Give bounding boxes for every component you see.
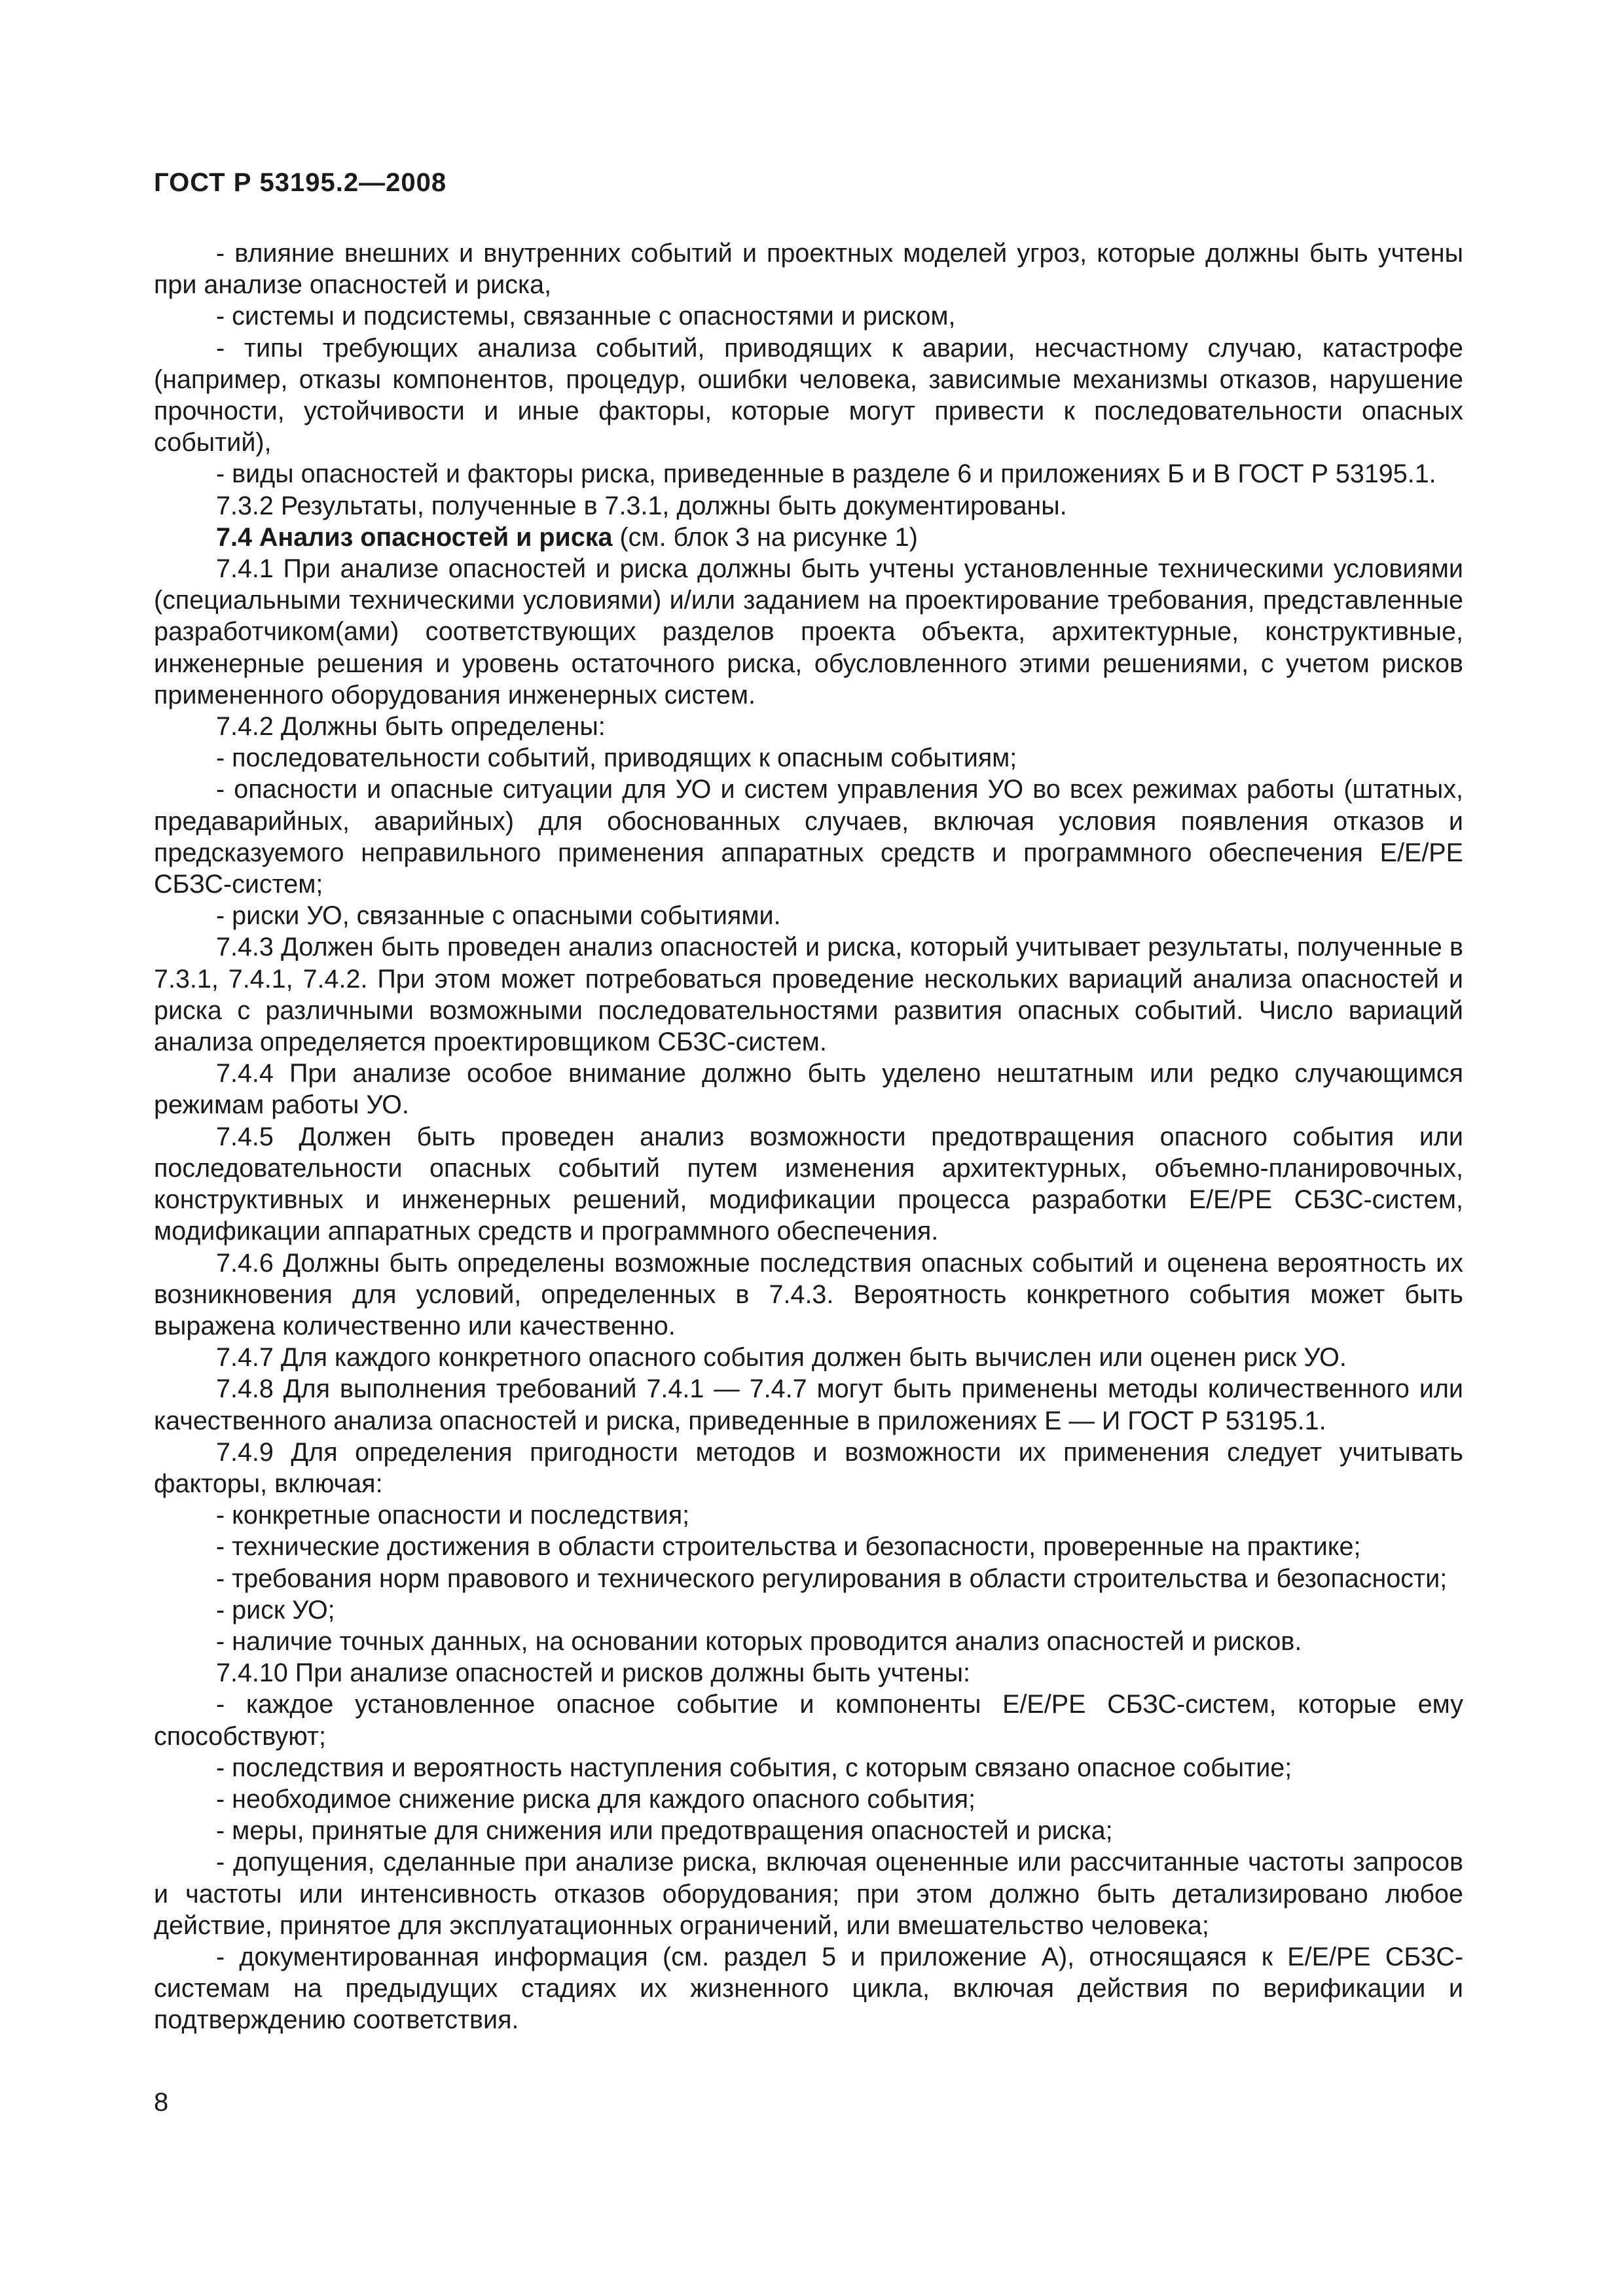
- paragraph-7-4-6: 7.4.6 Должны быть определены возможные последствия опасных событий и оценена вероятность их возникновения для условий, определенных в 7.4.3. Вероятность конкретного события может быть выражена количественно или качественно.: [154, 1248, 1463, 1340]
- section-title-reference: (см. блок 3 на рисунке 1): [612, 522, 918, 552]
- paragraph-threat-models: - влияние внешних и внутренних событий и проектных моделей угроз, которые должны быть учтены при анализе опасностей и риска,: [154, 239, 1463, 300]
- list-item: - требования норм правового и технического регулирования в области строительства и безопасности;: [216, 1564, 1448, 1593]
- document-header: ГОСТ Р 53195.2—2008: [154, 168, 447, 197]
- list-item: - конкретные опасности и последствия;: [216, 1501, 690, 1530]
- list-item: - опасности и опасные ситуации для УО и систем управления УО во всех режимах работы (штатных, предаварийных, аварийных) для обоснованных случаев, включая условия появления отказов и предсказуемого неправильного применения аппаратных средств и программного обеспечения Е/Е/РЕ СБЗС-систем;: [154, 775, 1463, 899]
- paragraph-7-4-1: 7.4.1 При анализе опасностей и риска должны быть учтены установленные техническими условиями (специальными техническими условиями) и/или заданием на проектирование требования, представленные разработчиком(ами) соответствующих разделов проекта объекта, архитектурные, конструктивные, инженерные решения и уровень остаточного риска, обусловленного этими решениями, с учетом рисков примененного оборудования инженерных систем.: [154, 554, 1463, 709]
- paragraph-7-4-3: 7.4.3 Должен быть проведен анализ опасностей и риска, который учитывает результаты, полученные в 7.3.1, 7.4.1, 7.4.2. При этом может потребоваться проведение нескольких вариаций анализа опасностей и риска с различными возможными последовательностями развития опасных событий. Число вариаций анализа определяется проектировщиком СБЗС-систем.: [154, 933, 1463, 1057]
- list-item: - технические достижения в области строительства и безопасности, проверенные на практике;: [216, 1532, 1361, 1562]
- paragraph-7-4-5: 7.4.5 Должен быть проведен анализ возможности предотвращения опасного события или последовательности опасных событий путем изменения архитектурных, объемно-планировочных, конструктивных и инженерных решений, модификации процесса разработки Е/Е/РЕ СБЗС-систем, модификации аппаратных средств и программного обеспечения.: [154, 1122, 1463, 1246]
- list-item: - последствия и вероятность наступления события, с которым связано опасное событие;: [216, 1753, 1292, 1782]
- document-body: [154, 238, 1463, 2036]
- paragraph-7-4-9: 7.4.9 Для определения пригодности методов и возможности их применения следует учитывать факторы, включая:: [154, 1437, 1463, 1498]
- paragraph-7-4-4: 7.4.4 При анализе особое внимание должно быть уделено нештатным или редко случающимся режимам работы УО.: [154, 1059, 1463, 1120]
- list-item: - каждое установленное опасное событие и компоненты Е/Е/РЕ СБЗС-систем, которые ему способствуют;: [154, 1690, 1463, 1751]
- list-item: - риск УО;: [216, 1595, 335, 1624]
- paragraph-7-4-7: 7.4.7 Для каждого конкретного опасного события должен быть вычислен или оценен риск УО.: [216, 1343, 1347, 1372]
- list-item: - наличие точных данных, на основании которых проводится анализ опасностей и рисков.: [216, 1626, 1302, 1656]
- paragraph-7-4-8: 7.4.8 Для выполнения требований 7.4.1 — 7.4.7 могут быть применены методы количественного или качественного анализа опасностей и риска, приведенные в приложениях Е — И ГОСТ Р 53195.1.: [154, 1374, 1463, 1435]
- list-item: - риски УО, связанные с опасными событиями.: [216, 901, 781, 931]
- list-item: - допущения, сделанные при анализе риска, включая оцененные или рассчитанные частоты запросов и частоты или интенсивность отказов оборудования; при этом должно быть детализировано любое действие, принятое для эксплуатационных ограничений, или вмешательство человека;: [154, 1848, 1463, 1940]
- paragraph-7-4-10: 7.4.10 При анализе опасностей и рисков должны быть учтены:: [216, 1659, 970, 1688]
- page-number: 8: [154, 2088, 169, 2117]
- paragraph-hazard-kinds: - виды опасностей и факторы риска, приведенные в разделе 6 и приложениях Б и В ГОСТ Р 53195.1.: [216, 459, 1436, 489]
- section-title-7-4: 7.4 Анализ опасностей и риска: [216, 522, 613, 552]
- section-heading-7-4: [154, 522, 1463, 553]
- paragraph-7-3-2: 7.3.2 Результаты, полученные в 7.3.1, должны быть документированы.: [216, 491, 1067, 520]
- paragraph-event-types: - типы требующих анализа событий, приводящих к аварии, несчастному случаю, катастрофе (например, отказы компонентов, процедур, ошибки человека, зависимые механизмы отказов, нарушение прочности, устойчивости и иные факторы, которые могут привести к последовательности опасных событий),: [154, 333, 1463, 457]
- list-item: - необходимое снижение риска для каждого опасного события;: [216, 1784, 976, 1814]
- list-item: - последовательности событий, приводящих к опасным событиям;: [216, 744, 1017, 773]
- paragraph-7-4-2: 7.4.2 Должны быть определены:: [216, 712, 606, 742]
- list-item: - документированная информация (см. раздел 5 и приложение А), относящаяся к Е/Е/РЕ СБЗС-системам на предыдущих стадиях их жизненного цикла, включая действия по верификации и подтверждению соответствия.: [154, 1942, 1463, 2035]
- list-item: - меры, принятые для снижения или предотвращения опасностей и риска;: [216, 1816, 1113, 1846]
- paragraph-systems: - системы и подсистемы, связанные с опасностями и риском,: [216, 302, 956, 331]
